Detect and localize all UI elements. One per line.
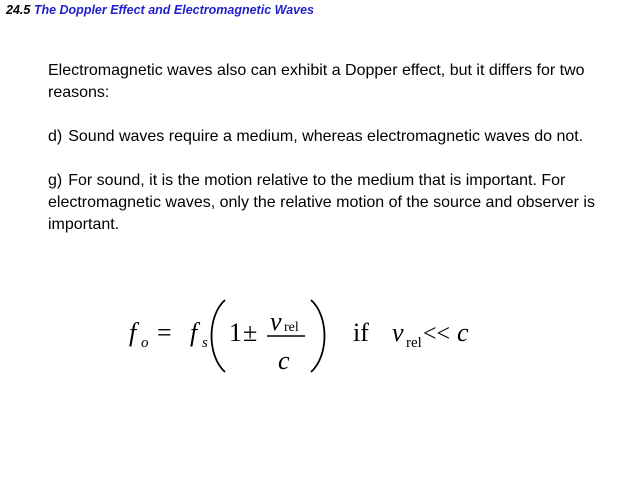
point-g (48, 170, 628, 236)
section-number: 24.5 (6, 3, 31, 17)
equals-sign: = (157, 318, 172, 347)
slide-header (6, 3, 314, 17)
denominator: c (278, 346, 290, 375)
point-d (48, 126, 628, 148)
point-g-marker: g) (48, 172, 63, 189)
rhs-symbol: f (190, 318, 198, 347)
right-parenthesis (311, 300, 325, 372)
formula-svg (115, 296, 495, 376)
numerator-symbol: v (270, 307, 282, 336)
point-g-text: For sound, it is the motion relative to the medium that is important. For electromagnetic waves, only the relative motion of the source and observer is important. (48, 172, 595, 233)
intro-paragraph: Electromagnetic waves also can exhibit a Dopper effect, but it differs for two reasons: (48, 62, 585, 101)
rhs-subscript: s (202, 335, 208, 351)
slide-body (48, 60, 628, 236)
plus-minus: ± (243, 318, 258, 347)
condition-subscript: rel (406, 335, 422, 351)
section-title: The Doppler Effect and Electromagnetic Waves (33, 3, 314, 17)
condition-word: if (353, 318, 369, 347)
point-d-marker: d) (48, 128, 63, 145)
numerator-subscript: rel (284, 320, 299, 335)
doppler-formula (115, 296, 495, 376)
lhs-symbol: f (129, 318, 137, 347)
point-d-text: Sound waves require a medium, whereas electromagnetic waves do not. (68, 128, 584, 145)
condition-relation: << (423, 321, 451, 347)
condition-rhs: c (457, 318, 469, 347)
lhs-subscript: o (141, 335, 149, 351)
condition-symbol: v (392, 318, 404, 347)
one: 1 (229, 318, 242, 347)
left-parenthesis (212, 300, 226, 372)
